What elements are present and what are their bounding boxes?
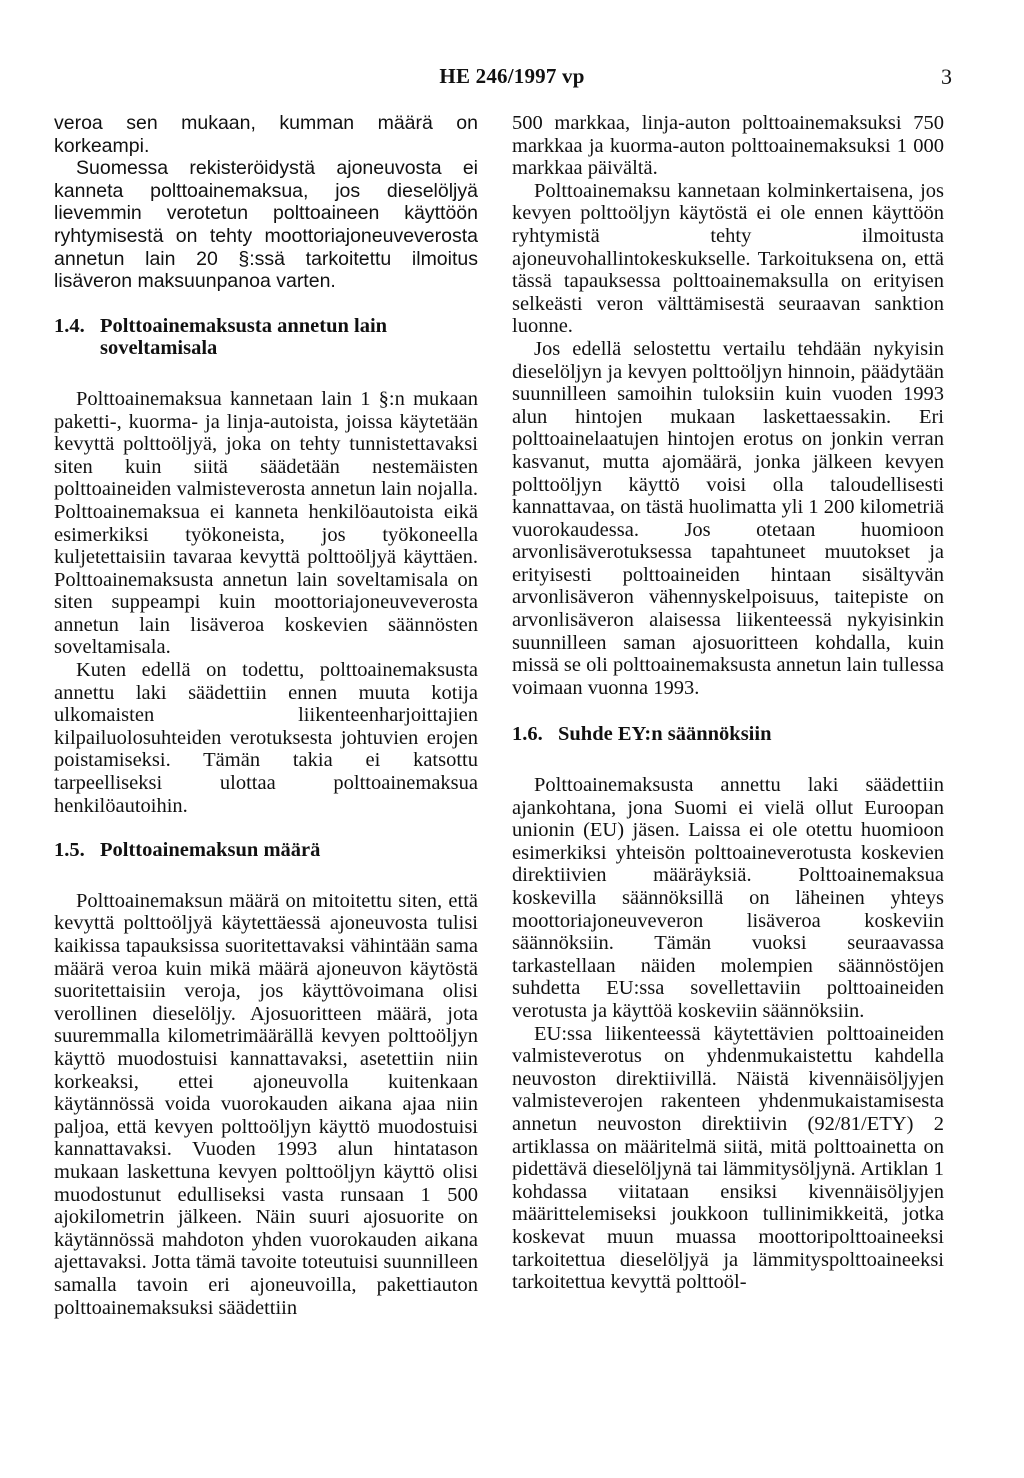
left-column (54, 112, 478, 1319)
paragraph: EU:ssa liikenteessä käytettävien polttoaineiden valmisteverotus on yhdenmukaistettu kahdella neuvoston direktiivillä. Näistä kivennäisöljyjen valmisteverojen rakenteen yhdenmukaistamisesta annetun neuvoston direktiivin (92/81/ETY) 2 artiklassa on määritelmä siitä, mitä polttoainetta on pidettävä dieselöljynä tai lämmitysöljynä. Artiklan 1 kohdassa viitataan ensiksi kivennäisöljyjen määrittelemiseksi joukkoon tullinimikkeitä, jotka koskevat muun muassa moottoripolttoaineeksi tarkoitettua dieselöljyä ja lämmityspolttoaineeksi tarkoitettua kevyttä polttoöl- (512, 1022, 944, 1294)
paragraph: Suomessa rekisteröidystä ajoneuvosta ei kanneta polttoainemaksua, jos dieselöljyä lievemmin verotetun polttoaineen käyttöön ryhtymisestä on tehty moottoriajoneuveverosta annetun lain 20 §:ssä tarkoitettu ilmoitus lisäveron maksuunpanoa varten. (54, 157, 478, 293)
section-number: 1.5. (54, 839, 85, 862)
page-number: 3 (941, 64, 952, 89)
paragraph: Polttoainemaksu kannetaan kolminkertaisena, jos kevyen polttoöljyn käytöstä ei ole ennen käyttöön ryhtymistä tehty ilmoitusta ajoneuvohallintokeskukselle. Tarkoituksena on, että tässä tapauksessa polttoainemaksulla on erityisen selkeästi veron välttämisestä seuraavan sanktion luonne. (512, 179, 944, 338)
section-title: Polttoainemaksusta annetun lain soveltamisala (100, 314, 388, 360)
section-heading-1-4 (54, 315, 478, 360)
paragraph: Jos edellä selostettu vertailu tehdään nykyisin dieselöljyn ja kevyen polttoöljyn hinnoin, päädytään suunnilleen samoihin tuloksiin kuin vuoden 1993 alun hintojen mukaan laskettaessakin. Eri polttoainelaatujen hintojen erotus on jonkin verran kasvanut, mutta ajomäärä, jonka jälkeen kevyen polttoöljyn käyttö voisi olla taloudellisesti kannattavaa, on tästä huolimatta yli 1 200 kilometriä vuorokaudessa. Jos otetaan huomioon arvonlisäverotuksessa tapahtuneet muutokset ja erityisesti polttoaineiden hintaan sisältyvän arvonlisäveron vähennyskelpoisuus, taitepiste on arvonlisäveron alaisessa liikenteessä nykyisinkin suunnilleen saman ajosuoritteen kohdalla, kuin missä se oli polttoainemaksusta annetun lain tullessa voimaan vuonna 1993. (512, 337, 944, 699)
section-title: Suhde EY:n säännöksiin (558, 723, 772, 746)
right-column (512, 112, 944, 1294)
section-heading-1-6 (512, 723, 944, 746)
section-heading-1-5 (54, 839, 478, 862)
paragraph: Polttoainemaksun määrä on mitoitettu siten, että kevyttä polttoöljyä käytettäessä ajoneuvosta tulisi kaikissa tapauksissa suoritettavaksi vähintään sama määrä veroa kuin mikä määrä ajoneuvon käytöstä suoritettaisiin veroja, jos käyttövoimana olisi verollinen dieselöljy. Ajosuoritteen määrä, jota suuremmalla kilometrimäärällä kevyen polttoöljyn käyttö muodostuisi kannattavaksi, asetettiin niin korkeaksi, ettei ajoneuvolla kuitenkaan käytännössä voida vuorokauden aikana ajaa niin paljoa, että kevyen polttoöljyn käyttö muodostuisi kannattavaksi. Vuoden 1993 alun hintatason mukaan laskettuna kevyen polttoöljyn käyttö olisi muodostunut edulliseksi vasta runsaan 1 500 ajokilometrin jälkeen. Näin suuri ajosuorite on käytännössä mahdoton yhden vuorokauden aikana ajettavaksi. Jotta tämä tavoite toteutuisi suunnilleen samalla tavoin eri ajoneuvoilla, pakettiauton polttoainemaksuksi säädettiin (54, 889, 478, 1319)
paragraph: Polttoainemaksusta annettu laki säädettiin ajankohtana, jona Suomi ei vielä ollut Euroopan unionin (EU) jäsen. Laissa ei ole otettu huomioon esimerkiksi yhteisön polttoaineverotusta koskevien direktiivien määräyksiä. Polttoainemaksua koskevilla säännöksillä on läheinen yhteys moottoriajoneuveveron lisäveroa koskeviin säännöksiin. Tämän vuoksi seuraavassa tarkastellaan näiden molempien säännöstöjen suhdetta EU:ssa sovellettaviin polttoaineiden verotusta ja käyttöä koskeviin säännöksiin. (512, 774, 944, 1022)
paragraph: veroa sen mukaan, kumman määrä on korkeampi. (54, 112, 478, 157)
document-id: HE 246/1997 vp (439, 64, 585, 88)
page-header (0, 64, 1024, 94)
paragraph: Polttoainemaksua kannetaan lain 1 §:n mukaan paketti-, kuorma- ja linja-autoista, joissa käytetään kevyttä polttoöljyä, joka on tehty tunnistettavaksi siten kuin siitä säädetään nestemäisten polttoaineiden valmisteverosta annetun lain nojalla. Polttoainemaksua ei kanneta henkilöautoista eikä esimerkiksi työkoneista, jos työkoneella kuljetettaisiin tavaraa kevyttä polttoöljyä käyttäen. Polttoainemaksusta annetun lain soveltamisala on siten suppeampi kuin moottoriajoneuveverosta annetun lain lisäveroa koskevien säännösten soveltamisala. (54, 387, 478, 659)
section-number: 1.6. (512, 723, 543, 746)
paragraph: Kuten edellä on todettu, polttoainemaksusta annettu laki säädettiin ennen muuta kotija ulkomaisten liikenteenharjoittajien kilpailuolosuhteiden verotuksesta johtuvien erojen poistamiseksi. Tämän takia ei katsottu tarpeelliseksi ulottaa polttoainemaksua henkilöautoihin. (54, 659, 478, 817)
paragraph: 500 markkaa, linja-auton polttoainemaksuksi 750 markkaa ja kuorma-auton polttoainemaksuksi 1 000 markkaa päivältä. (512, 112, 944, 180)
section-title: Polttoainemaksun määrä (100, 839, 321, 862)
section-number: 1.4. (54, 314, 85, 337)
